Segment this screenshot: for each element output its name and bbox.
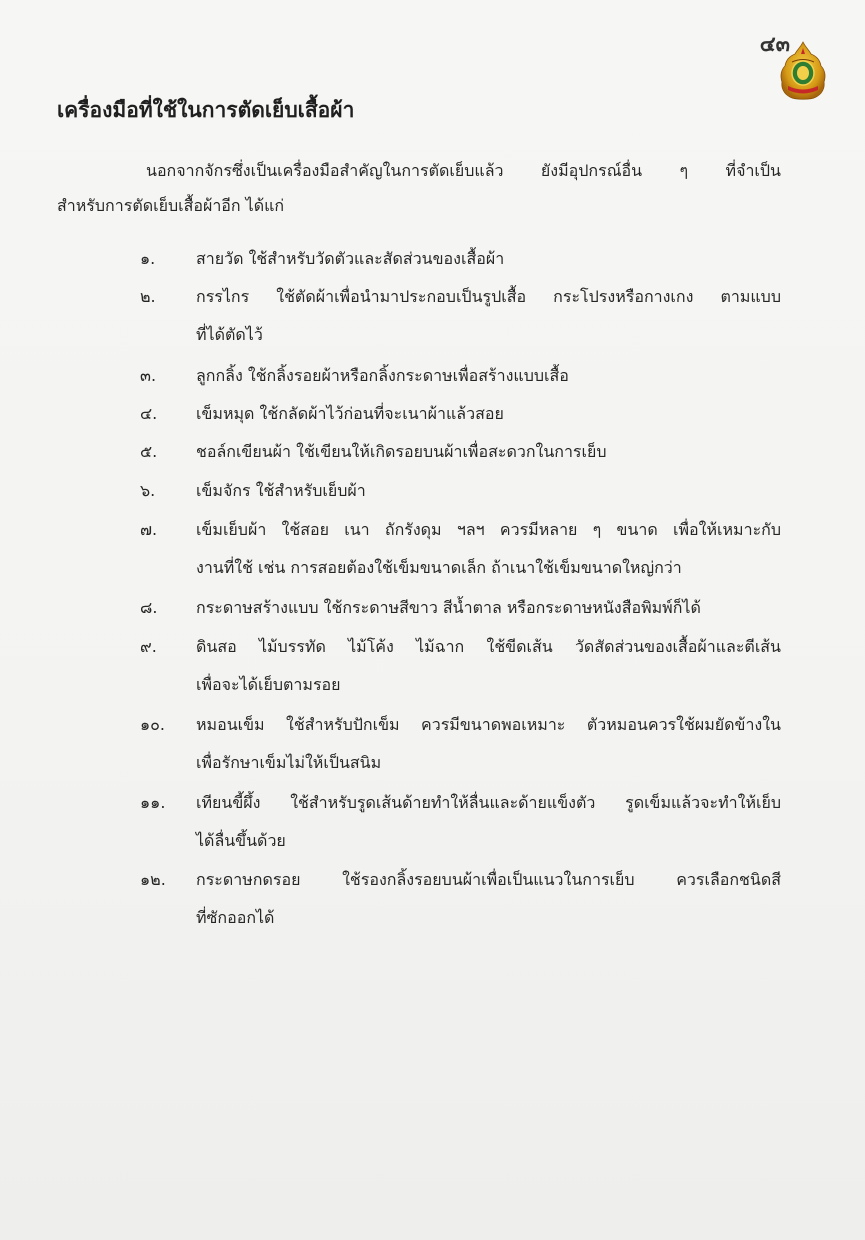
item-line: เพื่อรักษาเข็มไม่ให้เป็นสนิม bbox=[196, 753, 382, 772]
item-line: เข็มจักร ใช้สำหรับเย็บผ้า bbox=[196, 481, 366, 500]
item-number: ๗. bbox=[140, 520, 158, 539]
item-number: ๑๑. bbox=[140, 793, 166, 812]
item-number: ๕. bbox=[140, 442, 158, 461]
item-line: ชอล์กเขียนผ้า ใช้เขียนให้เกิดรอยบนผ้าเพื่อสะดวกในการเย็บ bbox=[196, 442, 607, 461]
school-emblem-logo bbox=[778, 40, 828, 102]
item-number: ๑๐. bbox=[140, 715, 166, 734]
item-line: ดินสอ ไม้บรรทัด ไม้โค้ง ไม้ฉาก ใช้ขีดเส้น วัดสัดส่วนของเสื้อผ้าและตีเส้น bbox=[196, 637, 781, 656]
item-line: งานที่ใช้ เช่น การสอยต้องใช้เข็มขนาดเล็ก ถ้าเนาใช้เข็มขนาดใหญ่กว่า bbox=[196, 558, 682, 577]
item-number: ๒. bbox=[140, 287, 156, 306]
page-number: ๔๓ bbox=[759, 32, 790, 56]
intro-paragraph bbox=[57, 153, 781, 223]
intro-line: นอกจากจักรซึ่งเป็นเครื่องมือสำคัญในการตัดเย็บแล้ว ยังมีอุปกรณ์อื่น ๆ ที่จำเป็น bbox=[146, 161, 781, 180]
item-text bbox=[196, 433, 781, 471]
item-number: ๘. bbox=[140, 598, 158, 617]
item-number: ๙. bbox=[140, 637, 157, 656]
item-number: ๔. bbox=[140, 404, 158, 423]
item-number: ๓. bbox=[140, 366, 157, 385]
item-line: เข็มเย็บผ้า ใช้สอย เนา ถักรังดุม ฯลฯ ควรมีหลาย ๆ ขนาด เพื่อให้เหมาะกับ bbox=[196, 520, 781, 539]
item-line: เพื่อจะได้เย็บตามรอย bbox=[196, 675, 341, 694]
item-line: ได้ลื่นขึ้นด้วย bbox=[196, 831, 286, 850]
item-line: กรรไกร ใช้ตัดผ้าเพื่อนำมาประกอบเป็นรูปเสื้อ กระโปรงหรือกางเกง ตามแบบ bbox=[196, 287, 781, 306]
item-text bbox=[196, 628, 781, 704]
item-text bbox=[196, 861, 781, 937]
item-number: ๑๒. bbox=[140, 870, 166, 889]
item-text bbox=[196, 784, 781, 860]
item-text bbox=[196, 278, 781, 354]
item-line: ที่ซักออกได้ bbox=[196, 908, 275, 927]
item-line: เทียนขี้ผึ้ง ใช้สำหรับรูดเส้นด้ายทำให้ลื่นและด้ายแข็งตัว รูดเข็มแล้วจะทำให้เย็บ bbox=[196, 793, 781, 812]
item-text bbox=[196, 472, 781, 510]
item-line: เข็มหมุด ใช้กลัดผ้าไว้ก่อนที่จะเนาผ้าแล้วสอย bbox=[196, 404, 504, 423]
item-number: ๖. bbox=[140, 481, 156, 500]
item-text bbox=[196, 357, 781, 395]
section-title: เครื่องมือที่ใช้ในการตัดเย็บเสื้อผ้า bbox=[57, 98, 355, 122]
item-text bbox=[196, 395, 781, 433]
item-line: ที่ได้ตัดไว้ bbox=[196, 325, 263, 344]
item-text bbox=[196, 240, 781, 278]
item-line: หมอนเข็ม ใช้สำหรับปักเข็ม ควรมีขนาดพอเหมาะ ตัวหมอนควรใช้ผมยัดข้างใน bbox=[196, 715, 781, 734]
item-line: กระดาษกดรอย ใช้รองกลิ้งรอยบนผ้าเพื่อเป็นแนวในการเย็บ ควรเลือกชนิดสี bbox=[196, 870, 781, 889]
item-line: ลูกกลิ้ง ใช้กลิ้งรอยผ้าหรือกลิ้งกระดาษเพื่อสร้างแบบเสื้อ bbox=[196, 366, 569, 385]
intro-line: สำหรับการตัดเย็บเสื้อผ้าอีก ได้แก่ bbox=[57, 196, 285, 215]
item-line: สายวัด ใช้สำหรับวัดตัวและสัดส่วนของเสื้อผ้า bbox=[196, 249, 505, 268]
item-text bbox=[196, 589, 781, 627]
item-number: ๑. bbox=[140, 249, 156, 268]
item-text bbox=[196, 511, 781, 587]
item-text bbox=[196, 706, 781, 782]
item-line: กระดาษสร้างแบบ ใช้กระดาษสีขาว สีน้ำตาล หรือกระดาษหนังสือพิมพ์ก็ได้ bbox=[196, 598, 701, 617]
